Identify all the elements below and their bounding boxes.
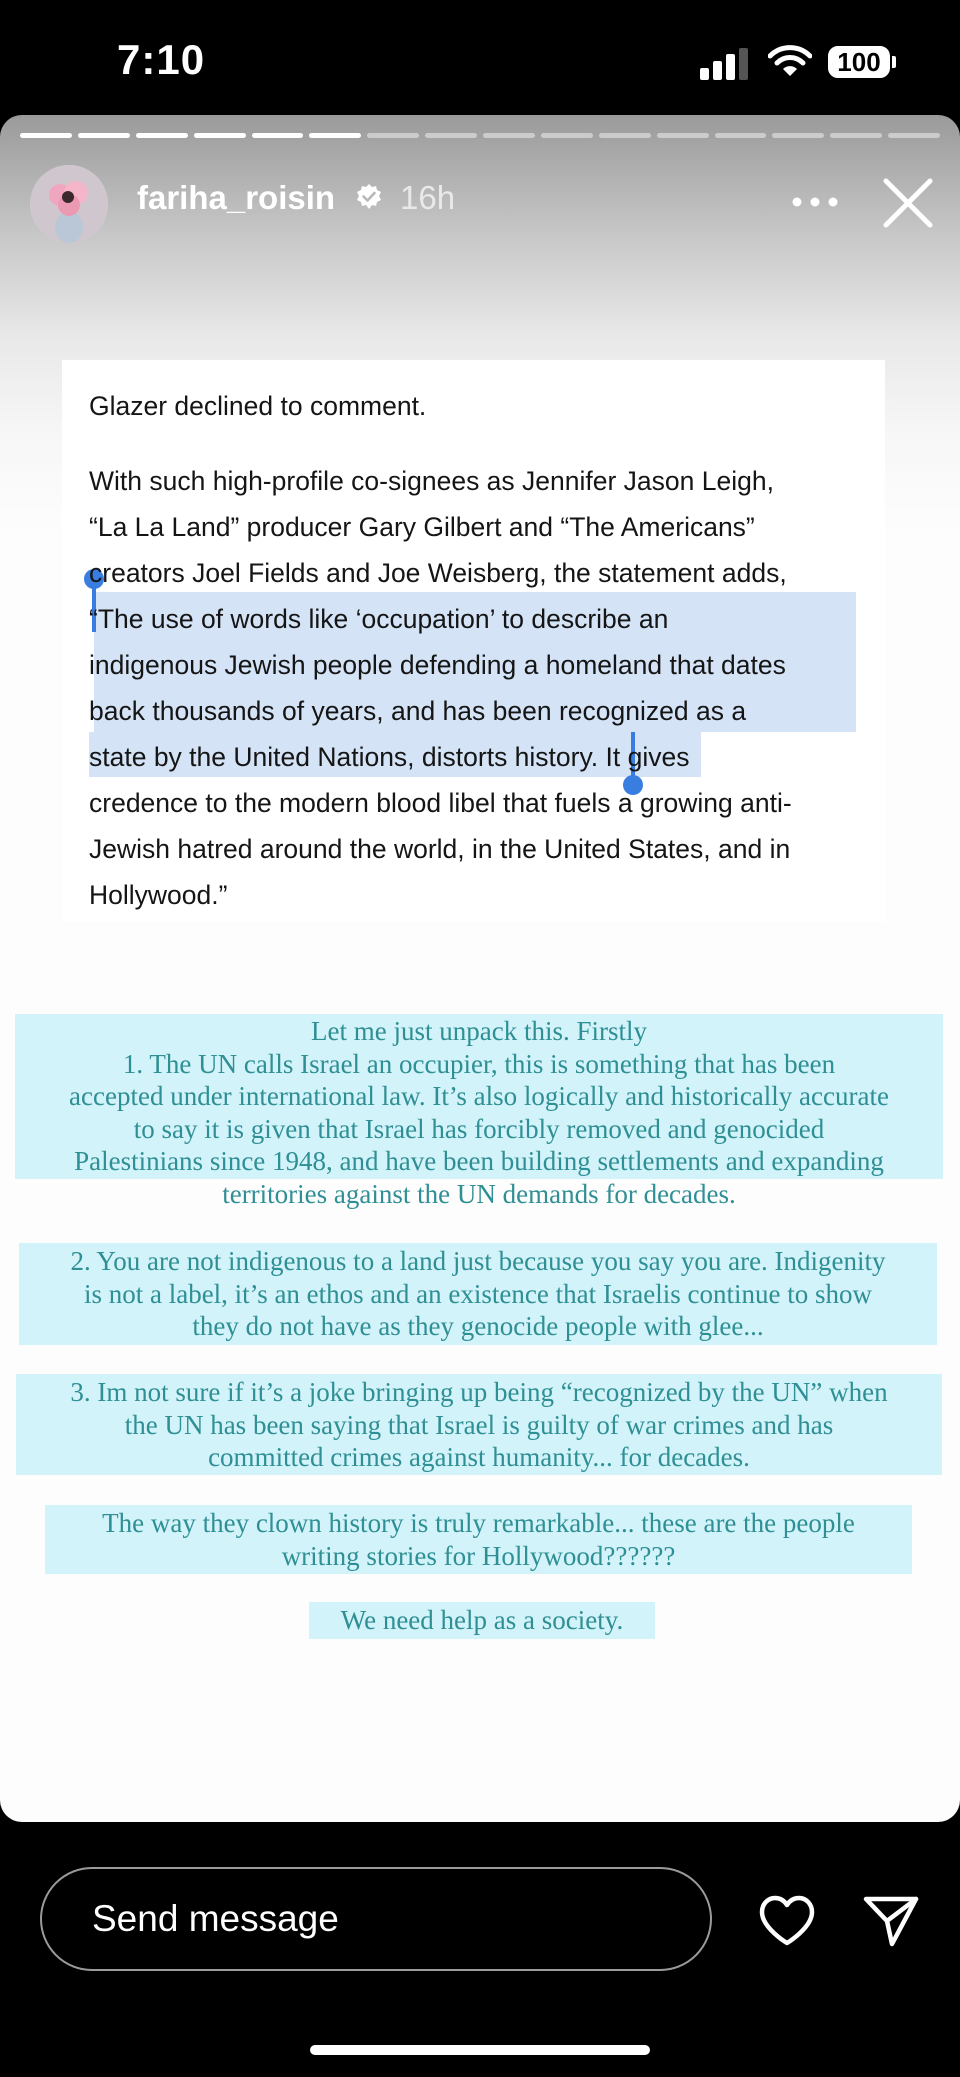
- note-line: accepted under international law. It’s also logically and historically accurate: [69, 1081, 889, 1112]
- more-options-icon[interactable]: [790, 195, 840, 209]
- avatar[interactable]: [30, 165, 108, 243]
- story-timestamp: 16h: [400, 179, 456, 216]
- progress-segment: [425, 133, 477, 138]
- caption-note-2: [19, 1243, 937, 1345]
- note-line: 3. Im not sure if it’s a joke bringing up being “recognized by the UN” when: [70, 1377, 888, 1407]
- status-bar: [0, 0, 960, 115]
- note-line: The way they clown history is truly remarkable... these are the people: [102, 1508, 855, 1538]
- story-progress-bar: [20, 133, 940, 138]
- progress-segment: [78, 133, 130, 138]
- progress-segment: [715, 133, 767, 138]
- note-line: 2. You are not indigenous to a land just because you say you are. Indigenity: [70, 1246, 886, 1276]
- article-line: Hollywood.”: [89, 880, 228, 910]
- heart-icon[interactable]: [758, 1895, 816, 1947]
- wifi-icon: [768, 44, 812, 78]
- caption-note-1: [15, 1014, 943, 1209]
- send-message-input[interactable]: Send message: [40, 1867, 712, 1971]
- note-line: Let me just unpack this. Firstly: [311, 1016, 647, 1046]
- note-line: to say it is given that Israel has forcibly removed and genocided: [133, 1113, 825, 1144]
- note-line: 1. The UN calls Israel an occupier, this is something that has been: [122, 1048, 836, 1079]
- note-line: We need help as a society.: [340, 1605, 624, 1635]
- reply-bar: [0, 1822, 960, 2077]
- home-indicator[interactable]: [310, 2045, 650, 2055]
- signal-icon: [700, 48, 748, 80]
- battery-nub: [892, 56, 896, 68]
- progress-segment: [599, 133, 651, 138]
- article-line: back thousands of years, and has been recognized as a: [89, 696, 747, 726]
- article-screenshot: [62, 360, 885, 922]
- article-paragraph-1: Glazer declined to comment.: [89, 391, 427, 421]
- close-icon[interactable]: [880, 175, 936, 231]
- article-line: creators Joel Fields and Joe Weisberg, the statement adds,: [89, 558, 787, 588]
- progress-segment: [830, 133, 882, 138]
- article-line: credence to the modern blood libel that fuels a growing anti-: [89, 788, 792, 818]
- article-line: With such high-profile co-signees as Jennifer Jason Leigh,: [89, 466, 774, 496]
- note-line: is not a label, it’s an ethos and an existence that Israelis continue to show: [83, 1278, 873, 1309]
- caption-note-4: [45, 1505, 912, 1574]
- article-line: state by the United Nations, distorts history. It gives: [89, 742, 690, 772]
- story-username[interactable]: fariha_roisin: [137, 179, 336, 216]
- note-line: territories against the UN demands for decades.: [222, 1178, 736, 1209]
- send-icon[interactable]: [862, 1894, 920, 1948]
- note-line: Palestinians since 1948, and have been building settlements and expanding: [74, 1146, 884, 1177]
- progress-segment: [772, 133, 824, 138]
- article-line: “The use of words like ‘occupation’ to describe an: [89, 604, 669, 634]
- note-line: the UN has been saying that Israel is guilty of war crimes and has: [124, 1409, 834, 1440]
- progress-segment: [483, 133, 535, 138]
- progress-segment: [136, 133, 188, 138]
- article-line: “La La Land” producer Gary Gilbert and “The Americans”: [89, 512, 755, 542]
- progress-segment: [367, 133, 419, 138]
- progress-segment: [657, 133, 709, 138]
- progress-segment: [252, 133, 304, 138]
- story-viewer[interactable]: [0, 115, 960, 1822]
- note-line: writing stories for Hollywood??????: [281, 1540, 676, 1571]
- progress-segment: [20, 133, 72, 138]
- caption-note-5: [309, 1602, 655, 1639]
- progress-segment: [888, 133, 940, 138]
- article-line: indigenous Jewish people defending a homeland that dates: [89, 650, 786, 680]
- note-line: they do not have as they genocide people with glee...: [192, 1311, 764, 1342]
- verified-badge-icon: [355, 183, 383, 211]
- progress-segment: [309, 133, 361, 138]
- progress-segment: [541, 133, 593, 138]
- article-line: Jewish hatred around the world, in the United States, and in: [89, 834, 791, 864]
- note-line: committed crimes against humanity... for decades.: [208, 1442, 750, 1473]
- caption-note-3: [16, 1374, 942, 1475]
- battery-icon: 100: [828, 46, 890, 78]
- status-time: 7:10: [117, 36, 206, 83]
- article-paragraph-2: [62, 458, 885, 918]
- progress-segment: [194, 133, 246, 138]
